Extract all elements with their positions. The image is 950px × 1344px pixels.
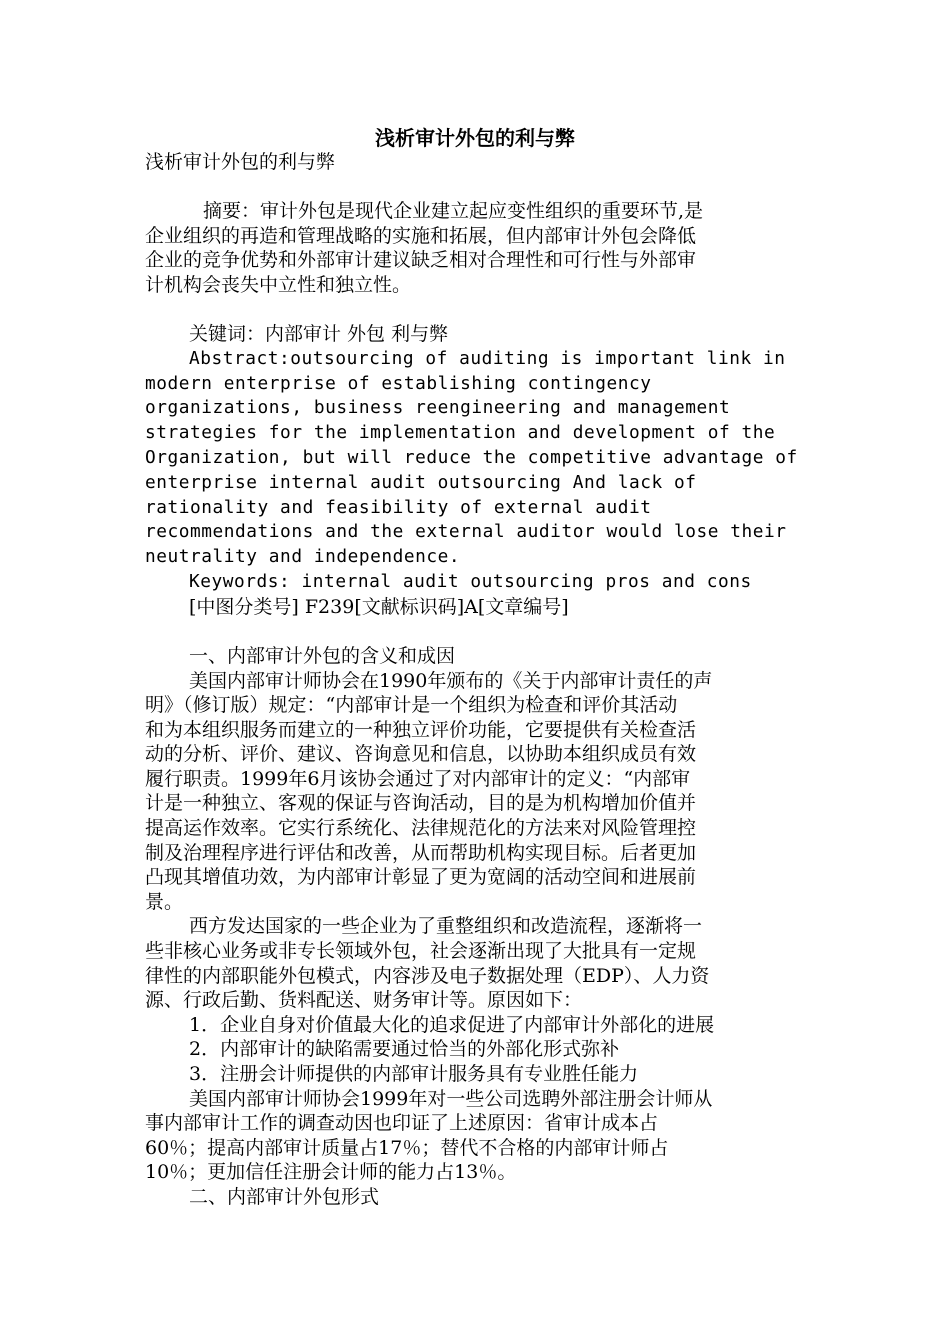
paragraph-line: 制及治理程序进行评估和改善，从而帮助机构实现目标。后者更加 <box>145 841 697 864</box>
paragraph-line: 动的分析、评价、建议、咨询意见和信息，以协助本组织成员有效 <box>145 743 697 766</box>
paragraph-line: 美国内部审计师协会1999年对一些公司选聘外部注册会计师从 <box>189 1087 713 1110</box>
abstract-en-line: enterprise internal audit outsourcing And lack of <box>145 471 697 493</box>
abstract-cn-line: 计机构会丧失中立性和独立性。 <box>145 273 412 296</box>
document-body <box>145 150 805 1210</box>
paragraph-line: 西方发达国家的一些企业为了重整组织和改造流程，逐渐将一 <box>189 915 703 938</box>
reason-item: 3．注册会计师提供的内部审计服务具有专业胜任能力 <box>189 1063 639 1085</box>
paragraph-line: 计是一种独立、客观的保证与咨询活动，目的是为机构增加价值并 <box>145 792 697 815</box>
paragraph-line: 律性的内部职能外包模式，内容涉及电子数据处理（EDP）、人力资 <box>145 964 710 987</box>
spacer <box>145 298 805 323</box>
keywords-en: Keywords: internal audit outsourcing pros and cons <box>189 570 752 592</box>
spacer <box>145 175 805 200</box>
abstract-en-line: strategies for the implementation and development of the <box>145 422 776 444</box>
spacer <box>145 619 805 644</box>
reason-item: 2．内部审计的缺陷需要通过恰当的外部化形式弥补 <box>189 1038 620 1061</box>
document-subtitle: 浅析审计外包的利与弊 <box>145 151 336 173</box>
paragraph-line: 凸现其增值功效，为内部审计彰显了更为宽阔的活动空间和进展前 <box>145 866 697 889</box>
paragraph-line: 60％；提高内部审计质量占17％；替代不合格的内部审计师占 <box>145 1136 669 1159</box>
abstract-en-line: recommendations and the external auditor would lose their <box>145 521 787 543</box>
paragraph-line: 美国内部审计师协会在1990年颁布的《关于内部审计责任的声 <box>189 669 713 692</box>
abstract-en-line: rationality and feasibility of external audit <box>145 496 652 518</box>
abstract-en-line: Abstract:outsourcing of auditing is important link in <box>189 347 786 369</box>
abstract-cn-line: 摘要：审计外包是现代企业建立起应变性组织的重要环节,是 <box>203 200 704 223</box>
paragraph-line: 些非核心业务或非专长领域外包，社会逐渐出现了大批具有一定规 <box>145 940 697 963</box>
abstract-en-line: organizations, business reengineering and management <box>145 397 731 419</box>
paragraph-line: 事内部审计工作的调查动因也印证了上述原因：省审计成本占 <box>145 1112 659 1135</box>
paragraph-line: 履行职责。1999年6月该协会通过了对内部审计的定义：“内部审 <box>145 767 691 790</box>
document-title: 浅析审计外包的利与弊 <box>375 126 575 150</box>
abstract-en-line: neutrality and independence. <box>145 546 461 568</box>
abstract-en-line: modern enterprise of establishing contingency <box>145 372 652 394</box>
abstract-cn-line: 企业组织的再造和管理战略的实施和拓展，但内部审计外包会降低 <box>145 224 697 247</box>
reason-item: 1．企业自身对价值最大化的追求促进了内部审计外部化的进展 <box>189 1013 715 1036</box>
classification-codes: [中图分类号] F239[文献标识码]A[文章编号] <box>189 595 569 618</box>
paragraph-line: 提高运作效率。它实行系统化、法律规范化的方法来对风险管理控 <box>145 817 697 840</box>
paragraph-line: 明》（修订版）规定：“内部审计是一个组织为检查和评价其活动 <box>145 694 678 717</box>
abstract-en-line: Organization, but will reduce the competitive advantage of <box>145 446 798 468</box>
paragraph-line: 景。 <box>145 890 184 913</box>
section-heading: 一、内部审计外包的含义和成因 <box>189 644 456 667</box>
paragraph-line: 源、行政后勤、货料配送、财务审计等。原因如下： <box>145 989 583 1012</box>
paragraph-line: 和为本组织服务而建立的一种独立评价功能，它要提供有关检查活 <box>145 718 697 741</box>
abstract-cn-line: 企业的竞争优势和外部审计建议缺乏相对合理性和可行性与外部审 <box>145 249 697 272</box>
keywords-cn: 关键词：内部审计 外包 利与弊 <box>189 323 449 346</box>
paragraph-line: 10％；更加信任注册会计师的能力占13％。 <box>145 1161 517 1184</box>
section-heading: 二、内部审计外包形式 <box>189 1185 380 1208</box>
